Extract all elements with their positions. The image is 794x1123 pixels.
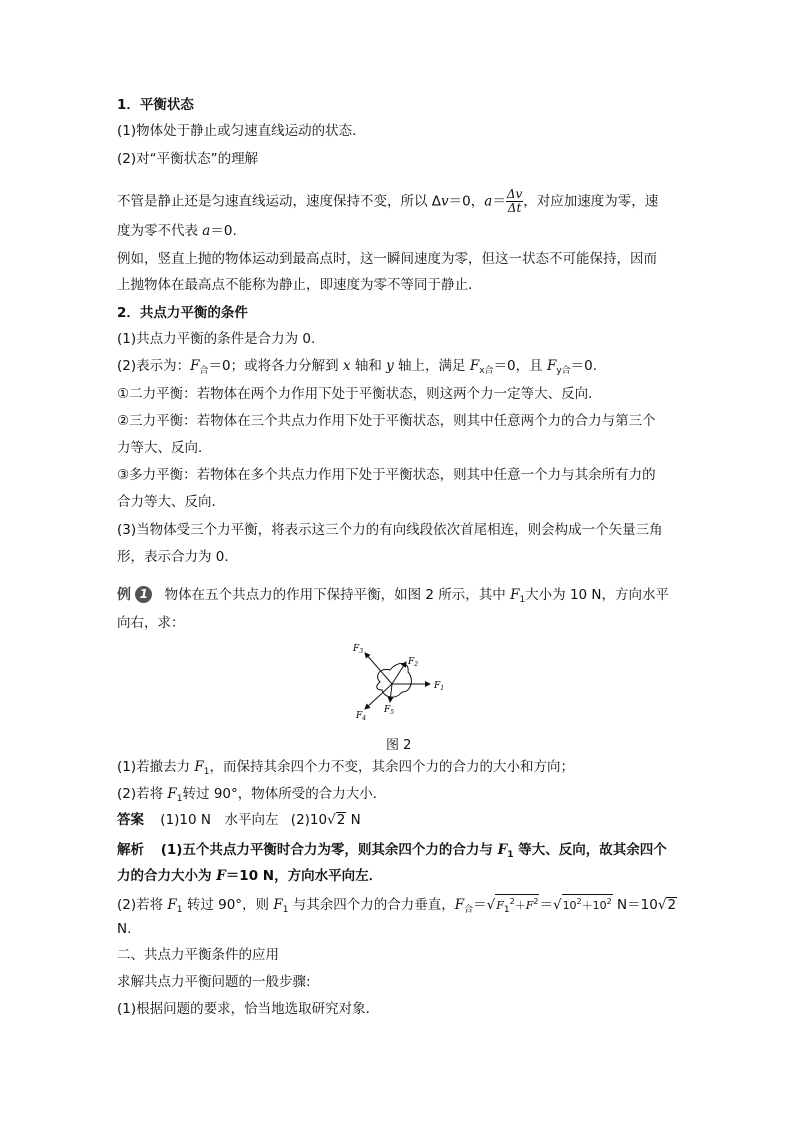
label-f2: $F_2$: [408, 657, 419, 668]
force-arrow-f5: [390, 684, 392, 702]
label-f3: $F_3$: [353, 644, 364, 655]
paragraph: (3)当物体受三个力平衡，将表示这三个力的有向线段依次首尾相连，则会构成一个矢量三角: [117, 522, 663, 538]
sub-question-1: (1)若撤去力 $F_1$，而保持其余四个力不变，其余四个力的合力的大小和方向；: [117, 759, 575, 777]
section-1-title: 1．平衡状态: [117, 97, 194, 113]
analysis-line-3: (2)若将 $F_1$ 转过 90°，则 $F_1$ 与其余四个力的合力垂直，$F_合=√F_1^2+F^2=√10^2+10^2$ N＝10√2: [117, 894, 677, 919]
example-number-badge: 1: [135, 586, 152, 603]
paragraph: 形，表示合力为 0.: [117, 549, 229, 565]
force-diagram: [350, 640, 470, 730]
analysis-label: 解析: [117, 842, 144, 858]
paragraph: (2)对“平衡状态”的理解: [117, 151, 259, 167]
paragraph: 合力等大、反向．: [117, 494, 225, 510]
example-question: 例 1 物体在五个共点力的作用下保持平衡，如图 2 所示，其中 $F_1$大小为 10 N，方向水平: [117, 587, 670, 605]
paragraph: 上抛物体在最高点不能称为静止，即速度为零不等同于静止．: [117, 277, 482, 293]
answer-label: 答案: [117, 812, 144, 828]
paragraph: ①二力平衡：若物体在两个力作用下处于平衡状态，则这两个力一定等大、反向．: [117, 386, 602, 402]
figure-caption: 图 2: [386, 738, 412, 753]
section-3-title: 二、共点力平衡条件的应用: [117, 947, 279, 963]
force-arrow-f2: [392, 662, 406, 684]
paragraph: (1)物体处于静止或匀速直线运动的状态．: [117, 123, 366, 139]
section-2-title: 2．共点力平衡的条件: [117, 305, 248, 321]
paragraph: 度为零不代表 a＝0.: [117, 223, 237, 239]
paragraph: 向右，求：: [117, 615, 185, 631]
paragraph-formula: 不管是静止还是匀速直线运动，速度保持不变，所以 Δv＝0，a＝ $\frac{\Delta v}{\Delta t}$ ，对应加速度为零，速: [117, 187, 659, 215]
paragraph: (1)共点力平衡的条件是合力为 0.: [117, 331, 316, 347]
paragraph: 求解共点力平衡问题的一般步骤:: [117, 974, 311, 990]
paragraph: ②三力平衡：若物体在三个共点力作用下处于平衡状态，则其中任意两个力的合力与第三个: [117, 413, 656, 429]
paragraph: 力等大、反向．: [117, 440, 212, 456]
label-f4: $F_4$: [356, 711, 367, 722]
label-f5: $F_5$: [384, 705, 395, 716]
fraction: $\frac{\Delta v}{\Delta t}$: [506, 187, 523, 215]
analysis-line-2: 力的合力大小为 F＝10 N，方向水平向左．: [117, 868, 383, 884]
paragraph: ③多力平衡：若物体在多个共点力作用下处于平衡状态，则其中任意一个力与其余所有力的: [117, 467, 656, 483]
analysis-line-1: 解析 (1)五个共点力平衡时合力为零，则其余四个力的合力与 $F_1$ 等大、反向，故其余四个: [117, 842, 667, 860]
example-badge: 例: [117, 587, 131, 603]
paragraph-formula: (2)表示为：$F_合=0$；或将各力分解到 x 轴和 y 轴上，满足 $F_{x合}=0$，且 $F_{y合}=0$.: [117, 358, 598, 376]
sub-question-2: (2)若将 $F_1$转过 90°，物体所受的合力大小．: [117, 786, 387, 804]
answer-line: 答案 (1)10 N 水平向左 (2)10√2 N: [117, 812, 361, 828]
paragraph: (1)根据问题的要求，恰当地选取研究对象．: [117, 1001, 380, 1017]
label-f1: $F_1$: [434, 681, 445, 692]
paragraph: N.: [117, 921, 132, 937]
paragraph: 例如，竖直上抛的物体运动到最高点时，这一瞬间速度为零，但这一状态不可能保持，因而: [117, 251, 657, 267]
